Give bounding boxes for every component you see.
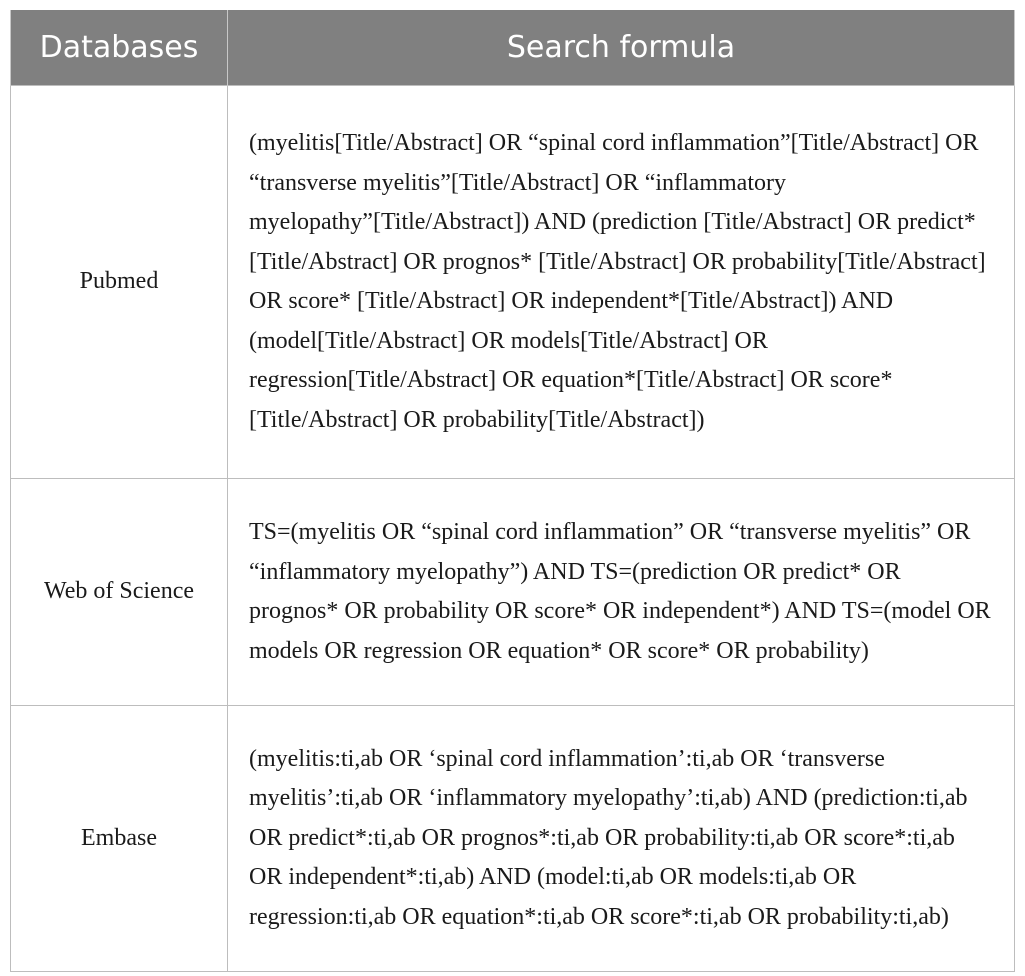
database-cell: Pubmed [11,86,228,479]
table-row [11,706,1015,972]
formula-cell: (myelitis[Title/Abstract] OR “spinal cord inflammation”[Title/Abstract] OR “transverse myelitis”[Title/Abstract] OR “inflammatory myelopathy”[Title/Abstract]) AND (prediction [Title/Abstract] OR predict*[Title/Abstract] OR prognos* [Title/Abstract] OR probability[Title/Abstract] OR score* [Title/Abstract] OR independent*[Title/Abstract]) AND (model[Title/Abstract] OR models[Title/Abstract] OR regression[Title/Abstract] OR equation*[Title/Abstract] OR score*[Title/Abstract] OR probability[Title/Abstract]) [228,86,1015,479]
header-search-formula: Search formula [228,10,1015,86]
database-cell: Web of Science [11,479,228,706]
table-row [11,479,1015,706]
database-cell: Embase [11,706,228,972]
header-row [11,10,1015,86]
formula-cell: (myelitis:ti,ab OR ‘spinal cord inflammation’:ti,ab OR ‘transverse myelitis’:ti,ab OR ‘inflammatory myelopathy’:ti,ab) AND (prediction:ti,ab OR predict*:ti,ab OR prognos*:ti,ab OR probability:ti,ab OR score*:ti,ab OR independent*:ti,ab) AND (model:ti,ab OR models:ti,ab OR regression:ti,ab OR equation*:ti,ab OR score*:ti,ab OR probability:ti,ab) [228,706,1015,972]
table-body [11,86,1015,972]
formula-cell: TS=(myelitis OR “spinal cord inflammation” OR “transverse myelitis” OR “inflammatory myelopathy”) AND TS=(prediction OR predict* OR prognos* OR probability OR score* OR independent*) AND TS=(model OR models OR regression OR equation* OR score* OR probability) [228,479,1015,706]
table-row [11,86,1015,479]
search-formula-table [10,10,1015,972]
table-header [11,10,1015,86]
header-databases: Databases [11,10,228,86]
